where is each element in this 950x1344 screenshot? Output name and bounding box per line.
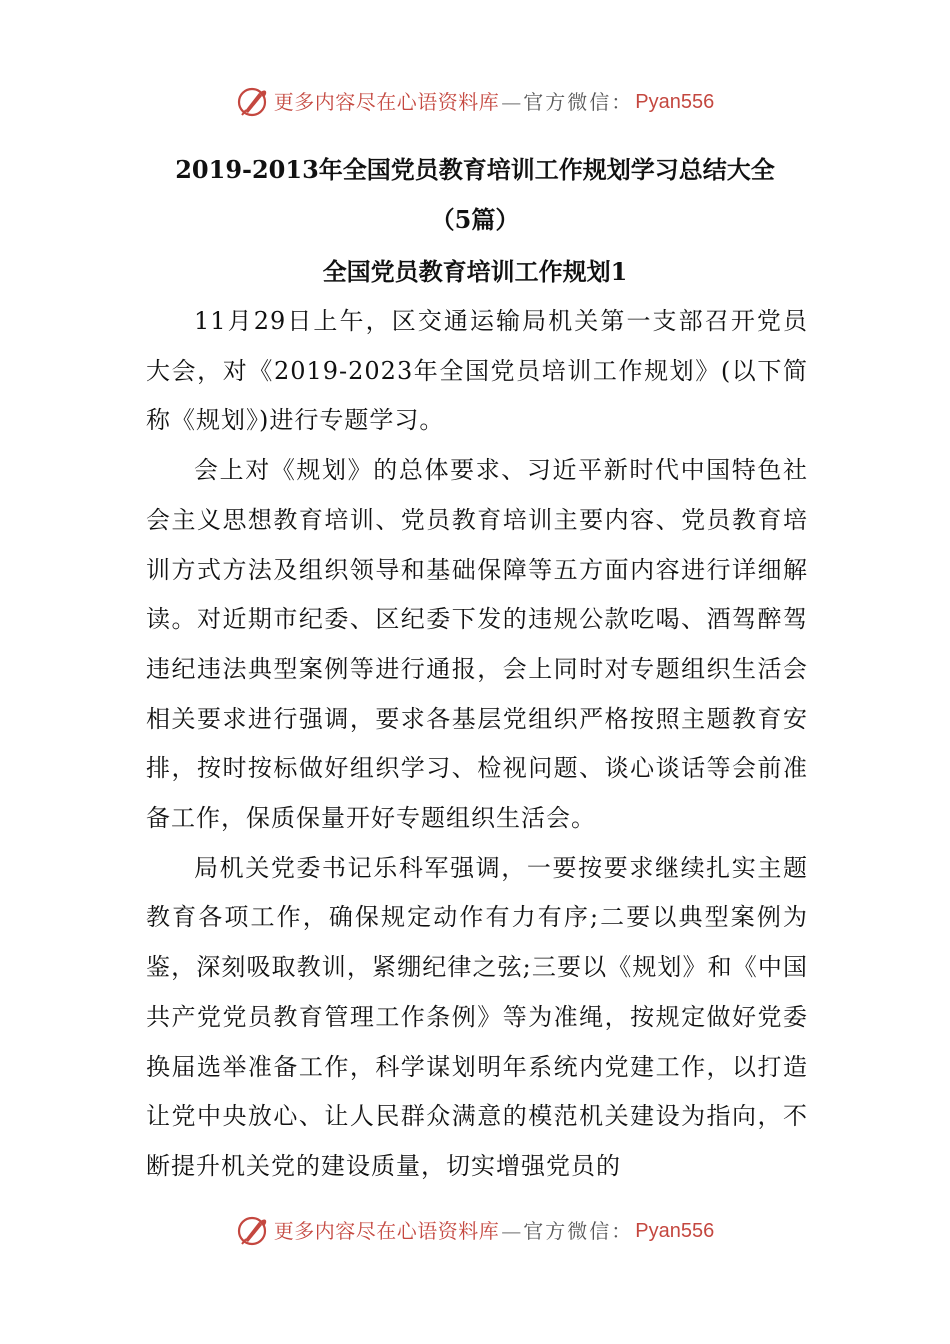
footer-watermark-banner: [0, 1211, 950, 1251]
paragraph-2: 会上对《规划》的总体要求、习近平新时代中国特色社会主义思想教育培训、党员教育培训主要内容、党员教育培训方式方法及组织领导和基础保障等五方面内容进行详细解读。对近期市纪委、区纪委下发的违规公款吃喝、酒驾醉驾违纪违法典型案例等进行通报，会上同时对专题组织生活会相关要求进行强调，要求各基层党组织严格按照主题教育安排，按时按标做好组织学习、检视问题、谈心谈话等会前准备工作，保质保量开好专题组织生活会。: [146, 456, 808, 833]
banner-wechat-label: 官方微信：: [523, 90, 634, 114]
body-text: [146, 297, 808, 1192]
banner-wechat-handle: Pyan556: [635, 91, 715, 113]
quill-pen-logo-icon: [236, 1214, 270, 1248]
banner-wechat-handle: Pyan556: [635, 1220, 715, 1242]
paragraph-3: 局机关党委书记乐科军强调，一要按要求继续扎实主题教育各项工作，确保规定动作有力有序;二要以典型案例为鉴，深刻吸取教训，紧绷纪律之弦;三要以《规划》和《中国共产党党员教育管理工作条例》等为准绳，按规定做好党委换届选举准备工作，科学谋划明年系统内党建工作，以打造让党中央放心、让人民群众满意的模范机关建设为指向，不断提升机关党的建设质量，切实增强党员的: [146, 853, 808, 1180]
document-title-count: （5篇）: [430, 205, 520, 234]
paragraph-1: 11月29日上午，区交通运输局机关第一支部召开党员大会，对《2019-2023年全国党员培训工作规划》(以下简称《规划》)进行专题学习。: [146, 307, 808, 435]
banner-slogan: 更多内容尽在心语资料库: [273, 1219, 500, 1243]
banner-dash: —: [501, 90, 522, 114]
quill-pen-logo-icon: [236, 85, 270, 119]
banner-dash: —: [501, 1219, 522, 1243]
document-title: 2019-2013年全国党员教育培训工作规划学习总结大全: [175, 155, 775, 184]
banner-wechat-label: 官方微信：: [523, 1219, 634, 1243]
header-watermark-banner: [0, 82, 950, 122]
section-heading: 全国党员教育培训工作规划1: [322, 257, 628, 286]
banner-slogan: 更多内容尽在心语资料库: [273, 90, 500, 114]
